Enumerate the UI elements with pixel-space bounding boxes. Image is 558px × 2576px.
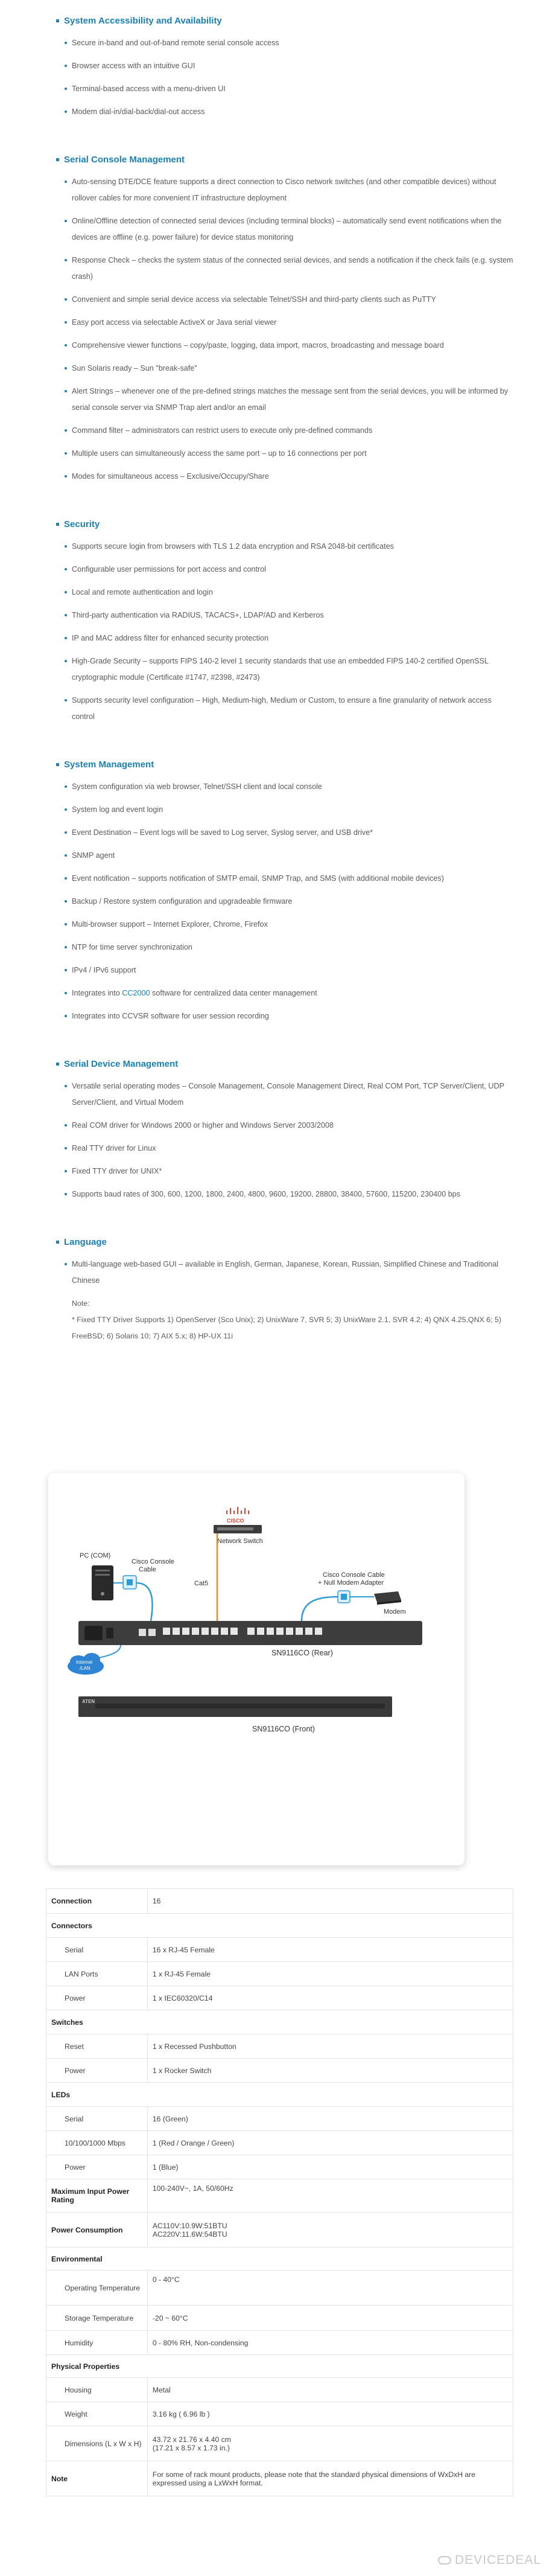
table-row: Connection 16 bbox=[46, 1889, 513, 1914]
bullet-icon bbox=[65, 808, 67, 811]
internet-label-2: /LAN bbox=[80, 1666, 90, 1671]
list-item: Auto-sensing DTE/DCE feature supports a direct connection to Cisco network switches (and other compatible devices) without rollover cables for more convenient IT infrastructure deployment bbox=[72, 174, 516, 206]
bullet-icon bbox=[65, 65, 67, 67]
list-item: Configurable user permissions for port access and control bbox=[72, 561, 516, 578]
feature-list bbox=[57, 35, 516, 120]
bullet-icon bbox=[65, 660, 67, 662]
bullet-icon bbox=[65, 923, 67, 925]
section-security bbox=[57, 517, 516, 725]
table-row: Power Consumption AC110V:10.9W:51BTU AC220V:11.6W:54BTU bbox=[46, 2213, 513, 2248]
cisco-cable-label-2: Cable bbox=[139, 1566, 156, 1573]
table-row: Physical Properties bbox=[46, 2355, 513, 2378]
modem-label: Modem bbox=[384, 1608, 406, 1616]
bullet-icon bbox=[65, 1263, 67, 1265]
list-item: Integrates into CC2000 software for centralized data center management bbox=[72, 985, 516, 1002]
table-row: Power 1 (Blue) bbox=[46, 2155, 513, 2179]
feature-list bbox=[57, 1078, 516, 1203]
rear-panel-unit bbox=[78, 1621, 422, 1645]
square-bullet-icon bbox=[56, 1241, 59, 1244]
section-title: System Management bbox=[57, 757, 516, 772]
list-item: System log and event login bbox=[72, 802, 516, 818]
section-title: Serial Device Management bbox=[57, 1056, 516, 1071]
square-bullet-icon bbox=[56, 19, 59, 22]
bullet-icon bbox=[65, 591, 67, 593]
watermark-logo-icon bbox=[438, 2556, 451, 2565]
square-bullet-icon bbox=[56, 158, 59, 161]
list-item: Secure in-band and out-of-band remote serial console access bbox=[72, 35, 516, 51]
bullet-icon bbox=[65, 637, 67, 639]
bullet-icon bbox=[65, 900, 67, 903]
table-row: Weight 3.16 kg ( 6.96 lb ) bbox=[46, 2402, 513, 2426]
list-item: Event Destination – Event logs will be saved to Log server, Syslog server, and USB drive* bbox=[72, 825, 516, 841]
network-switch-label: Network Switch bbox=[217, 1538, 263, 1545]
table-row: Operating Temperature 0 - 40°C bbox=[46, 2271, 513, 2306]
cc2000-link[interactable]: CC2000 bbox=[122, 989, 150, 997]
section-serial-console bbox=[57, 152, 516, 485]
table-row: Housing Metal bbox=[46, 2378, 513, 2402]
feature-list bbox=[57, 1256, 516, 1289]
list-item: Integrates into CCVSR software for user session recording bbox=[72, 1008, 516, 1024]
feature-list bbox=[57, 539, 516, 725]
table-row: Switches bbox=[46, 2010, 513, 2034]
list-item: Local and remote authentication and login bbox=[72, 584, 516, 601]
front-label: SN9116CO (Front) bbox=[252, 1725, 315, 1733]
list-item: Alert Strings – whenever one of the pre-defined strings matches the message sent from the serial devices, you will be informed by serial console server via SNMP Trap alert and/or an email bbox=[72, 383, 516, 416]
list-item: Command filter – administrators can restrict users to execute only pre-defined commands bbox=[72, 423, 516, 439]
bullet-icon bbox=[65, 259, 67, 261]
table-row: Humidity 0 - 80% RH, Non-condensing bbox=[46, 2331, 513, 2355]
feature-sections bbox=[57, 13, 516, 1376]
bullet-icon bbox=[65, 785, 67, 788]
list-item: Modem dial-in/dial-back/dial-out access bbox=[72, 104, 516, 120]
list-item: Comprehensive viewer functions – copy/paste, logging, data import, macros, broadcasting and message board bbox=[72, 337, 516, 354]
list-item: Real COM driver for Windows 2000 or higher and Windows Server 2003/2008 bbox=[72, 1117, 516, 1134]
table-row: Serial 16 (Green) bbox=[46, 2107, 513, 2131]
list-item: Fixed TTY driver for UNIX* bbox=[72, 1163, 516, 1180]
list-item: Real TTY driver for Linux bbox=[72, 1140, 516, 1157]
table-row: LAN Ports 1 x RJ-45 Female bbox=[46, 1962, 513, 1986]
cable-connector-icon bbox=[123, 1576, 136, 1589]
bullet-icon bbox=[65, 831, 67, 834]
square-bullet-icon bbox=[56, 1063, 59, 1066]
bullet-icon bbox=[65, 42, 67, 44]
bullet-icon bbox=[65, 877, 67, 880]
table-row: Storage Temperature -20 ~ 60°C bbox=[46, 2306, 513, 2331]
bullet-icon bbox=[65, 88, 67, 90]
bullet-icon bbox=[65, 969, 67, 971]
list-item: SNMP agent bbox=[72, 848, 516, 864]
cat5-label: Cat5 bbox=[194, 1580, 209, 1587]
list-item: Browser access with an intuitive GUI bbox=[72, 58, 516, 74]
front-panel-unit bbox=[78, 1696, 392, 1717]
section-title: Serial Console Management bbox=[57, 152, 516, 167]
list-item: Modes for simultaneous access – Exclusive/Occupy/Share bbox=[72, 468, 516, 485]
bullet-icon bbox=[65, 475, 67, 478]
watermark: DEVICEDEAL bbox=[438, 2553, 541, 2568]
bullet-icon bbox=[65, 321, 67, 324]
table-row: LEDs bbox=[46, 2083, 513, 2107]
null-modem-adapter-icon bbox=[338, 1591, 350, 1603]
section-title: System Accessibility and Availability bbox=[57, 13, 516, 28]
table-row: Maximum Input Power Rating 100-240V~, 1A, 50/60Hz bbox=[46, 2179, 513, 2213]
list-item: Event notification – supports notification of SMTP email, SNMP Trap, and SMS (with additional mobile devices) bbox=[72, 871, 516, 887]
square-bullet-icon bbox=[56, 523, 59, 526]
bullet-icon bbox=[65, 854, 67, 857]
note-text: * Fixed TTY Driver Supports 1) OpenServer (Sco Unix); 2) UnixWare 7, SVR 5; 3) UnixWare 2.1, SVR 4.2; 4) QNX 4.25,QNX 6; 5) FreeBSD; 6) Solaris 10; 7) AIX 5.x; 8) HP-UX 11i bbox=[72, 1315, 502, 1340]
bullet-icon bbox=[65, 181, 67, 183]
list-item: IP and MAC address filter for enhanced security protection bbox=[72, 630, 516, 647]
list-item: Response Check – checks the system status of the connected serial devices, and sends a notification if the check fails (e.g. system crash) bbox=[72, 252, 516, 285]
cisco-logo-icon bbox=[227, 1507, 249, 1514]
list-item: High-Grade Security – supports FIPS 140-2 level 1 security standards that use an embedded FIPS 140-2 certified OpenSSL cryptographic module (Certificate #1747, #2398, #2473) bbox=[72, 653, 516, 686]
table-row: 10/100/1000 Mbps 1 (Red / Orange / Green) bbox=[46, 2131, 513, 2155]
cisco-cable-label-1: Cisco Console bbox=[132, 1558, 174, 1565]
bullet-icon bbox=[65, 1193, 67, 1195]
bullet-icon bbox=[65, 946, 67, 948]
list-item: Third-party authentication via RADIUS, TACACS+, LDAP/AD and Kerberos bbox=[72, 607, 516, 624]
section-title: Security bbox=[57, 517, 516, 531]
modem-icon bbox=[374, 1591, 401, 1605]
brand-logo: ATEN bbox=[82, 1699, 95, 1704]
table-row: Serial 16 x RJ-45 Female bbox=[46, 1938, 513, 1962]
list-item: Multiple users can simultaneously access the same port – up to 16 connections per port bbox=[72, 446, 516, 462]
table-row: Note For some of rack mount products, please note that the standard physical dimensions of WxDxH are expressed using a LxWxH format. bbox=[46, 2461, 513, 2496]
bullet-icon bbox=[65, 1170, 67, 1172]
list-item: Supports secure login from browsers with TLS 1.2 data encryption and RSA 2048-bit certificates bbox=[72, 539, 516, 555]
bullet-icon bbox=[65, 614, 67, 616]
bullet-icon bbox=[65, 992, 67, 994]
bullet-icon bbox=[65, 429, 67, 432]
section-system-management bbox=[57, 757, 516, 1024]
feature-list bbox=[57, 174, 516, 485]
list-item: Sun Solaris ready – Sun "break-safe" bbox=[72, 360, 516, 377]
internet-label-1: Internet bbox=[76, 1660, 93, 1665]
list-item: Supports security level configuration – High, Medium-high, Medium or Custom, to ensure a fine granularity of network access control bbox=[72, 692, 516, 725]
cisco-logo-text: CISCO bbox=[227, 1518, 244, 1524]
network-switch-icon bbox=[214, 1525, 262, 1533]
bullet-icon bbox=[65, 452, 67, 455]
bullet-icon bbox=[65, 568, 67, 570]
bullet-icon bbox=[65, 110, 67, 113]
table-row: Power 1 x IEC60320/C14 bbox=[46, 1986, 513, 2010]
bullet-icon bbox=[65, 298, 67, 301]
bullet-icon bbox=[65, 699, 67, 702]
pc-icon bbox=[92, 1565, 113, 1600]
list-item: Online/Offline detection of connected serial devices (including terminal blocks) – automatically send event notifications when the devices are offline (e.g. power failure) for device status monitoring bbox=[72, 213, 516, 246]
section-serial-device bbox=[57, 1056, 516, 1203]
feature-list bbox=[57, 779, 516, 1024]
connection-diagram bbox=[48, 1473, 464, 1865]
diagram-svg bbox=[48, 1473, 464, 1865]
list-item: Versatile serial operating modes – Console Management, Console Management Direct, Real COM Port, TCP Server/Client, UDP Server/Client, and Virtual Modem bbox=[72, 1078, 516, 1111]
rear-label: SN9116CO (Rear) bbox=[271, 1649, 333, 1657]
note-label: Note: bbox=[72, 1299, 90, 1308]
list-item: NTP for time server synchronization bbox=[72, 939, 516, 956]
list-item: Easy port access via selectable ActiveX or Java serial viewer bbox=[72, 315, 516, 331]
spec-table bbox=[46, 1888, 513, 2496]
square-bullet-icon bbox=[56, 763, 59, 766]
bullet-icon bbox=[65, 1147, 67, 1149]
bullet-icon bbox=[65, 344, 67, 347]
null-modem-label-1: Cisco Console Cable bbox=[323, 1571, 385, 1579]
list-item: Multi-language web-based GUI – available in English, German, Japanese, Korean, Russian, Simplified Chinese and Traditional Chinese bbox=[72, 1256, 516, 1289]
bullet-icon bbox=[65, 1124, 67, 1127]
bullet-icon bbox=[65, 390, 67, 392]
table-row: Environmental bbox=[46, 2248, 513, 2271]
list-item: Convenient and simple serial device access via selectable Telnet/SSH and third-party clients such as PuTTY bbox=[72, 292, 516, 308]
list-item: Terminal-based access with a menu-driven UI bbox=[72, 81, 516, 97]
table-row: Connectors bbox=[46, 1914, 513, 1938]
table-row: Dimensions (L x W x H) 43.72 x 21.76 x 4.40 cm (17.21 x 8.57 x 1.73 in.) bbox=[46, 2426, 513, 2461]
list-item: Supports baud rates of 300, 600, 1200, 1800, 2400, 4800, 9600, 19200, 28800, 38400, 57600, 115200, 230400 bps bbox=[72, 1186, 516, 1203]
list-item: IPv4 / IPv6 support bbox=[72, 962, 516, 979]
section-title: Language bbox=[57, 1235, 516, 1249]
bullet-icon bbox=[65, 367, 67, 369]
list-item: System configuration via web browser, Telnet/SSH client and local console bbox=[72, 779, 516, 795]
list-item: Backup / Restore system configuration and upgradeable firmware bbox=[72, 893, 516, 910]
null-modem-label-2: + Null Modem Adapter bbox=[318, 1579, 384, 1587]
bullet-icon bbox=[65, 1085, 67, 1087]
bullet-icon bbox=[65, 220, 67, 222]
bullet-icon bbox=[65, 1015, 67, 1017]
pc-label: PC (COM) bbox=[80, 1552, 111, 1559]
note-block bbox=[57, 1296, 516, 1344]
section-language bbox=[57, 1235, 516, 1344]
section-accessibility bbox=[57, 13, 516, 120]
table-row: Reset 1 x Recessed Pushbutton bbox=[46, 2034, 513, 2059]
bullet-icon bbox=[65, 545, 67, 548]
table-row: Power 1 x Rocker Switch bbox=[46, 2059, 513, 2083]
list-item: Multi-browser support – Internet Explorer, Chrome, Firefox bbox=[72, 916, 516, 933]
